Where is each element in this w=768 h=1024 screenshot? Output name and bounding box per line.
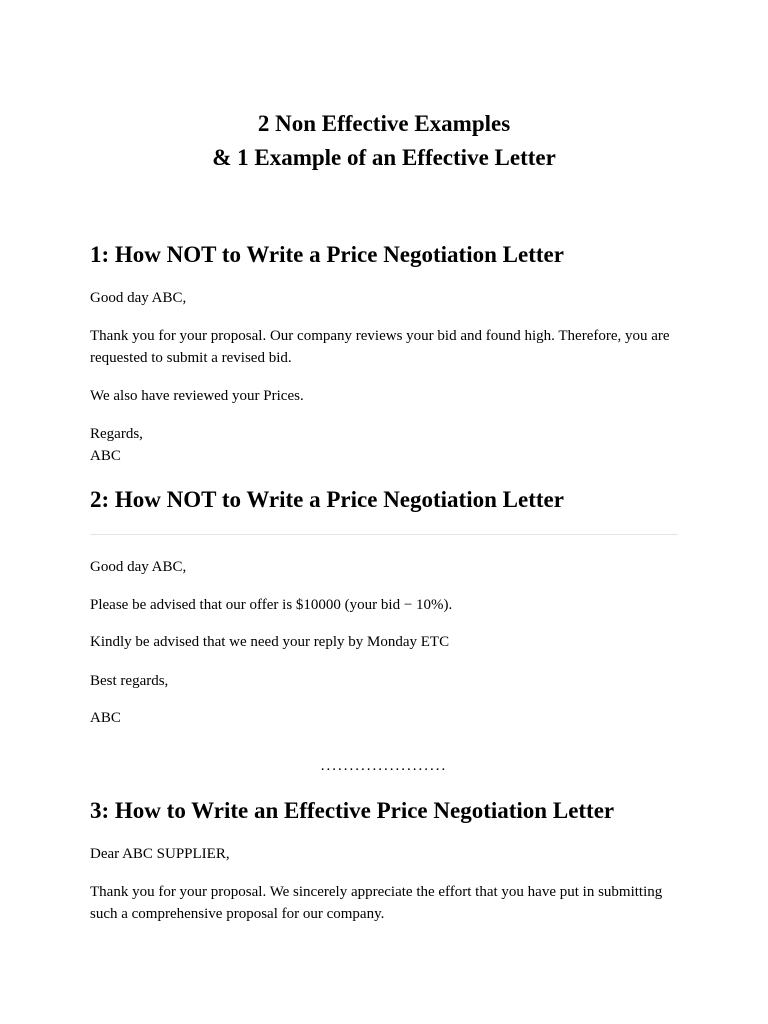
section-2-paragraph-2: Kindly be advised that we need your reply by Monday ETC (90, 634, 450, 650)
section-1-paragraph-2: We also have reviewed your Prices. (90, 388, 304, 404)
section-2-closing: Best regards, (90, 673, 169, 689)
section-3-heading: 3: How to Write an Effective Price Negotiation Letter (90, 798, 615, 823)
section-2-paragraph-1: Please be advised that our offer is $10000 (your bid − 10%). (90, 597, 453, 613)
section-2-divider (90, 534, 678, 535)
section-2-heading: 2: How NOT to Write a Price Negotiation Letter (90, 487, 564, 512)
document-title-line-2: & 1 Example of an Effective Letter (212, 145, 556, 170)
document-title-line-1: 2 Non Effective Examples (257, 111, 511, 136)
section-2-signature: ABC (90, 710, 121, 726)
section-3-greeting: Dear ABC SUPPLIER, (90, 846, 230, 862)
section-3-paragraph-1: Thank you for your proposal. We sincerely appreciate the effort that you have put in submitting such a comprehensive proposal for our company. (90, 884, 663, 922)
section-1-paragraph-1: Thank you for your proposal. Our company reviews your bid and found high. Therefore, you are requested to submit a revised bid. (90, 328, 670, 366)
separator-dots: ...................... (320, 758, 448, 774)
section-1-signature: ABC (90, 448, 121, 464)
section-2-greeting: Good day ABC, (90, 559, 187, 575)
section-1-heading: 1: How NOT to Write a Price Negotiation Letter (90, 242, 564, 267)
section-1-closing: Regards, (90, 426, 143, 442)
section-1-greeting: Good day ABC, (90, 290, 187, 306)
